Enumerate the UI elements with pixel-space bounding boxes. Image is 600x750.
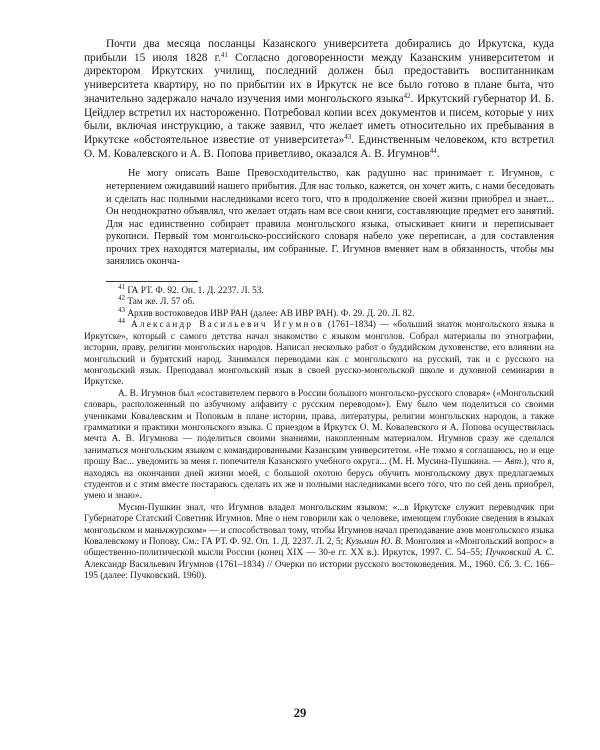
footnote-ref-44: 44 [429, 146, 437, 155]
footnote-41: $^{41}$ ГА РТ. Ф. 92. Оп. 1. Д. 2237. Л. 53. [118, 283, 264, 297]
footnote-42: $^{42}$ Там же. Л. 57 об. [118, 294, 195, 308]
footnote-divider [106, 281, 198, 282]
footnote-ref-42: 42 [403, 91, 411, 100]
footnotes [84, 283, 554, 583]
page-number: 29 [293, 706, 307, 720]
footnote-ref-43: 43 [344, 132, 352, 141]
footnote-44: $^{44}$ Александр Васильевич Игумнов (1761–1834) — «больший знаток монгольского языка в Иркутске», который с самого детства начал знакомство с языком монголов. Собрал материалы по этнографии, истории, праву, религии монгольских народов. Написал несколько работ о буддийском духовенстве, его влиянии на монгольский и бурятский народ. Занимался переводами как с монгольского на русский, так и с русского на монгольский язык. Преподавал монгольский язык в своей русско-монгольской школе и духовной семинарии в Иркутске. [84, 317, 554, 388]
main-paragraph: Почти два месяца посланцы Казанского университета добирались до Иркутска, куда прибыли 15 июля 1828 г.$^{41}$ Согласно договоренности между Казанским университетом и директором Иркутских училищ, последний должен был предоставить воспитанникам университета квартиру, но по прибытии их в Иркутск не все было готово в плане быта, что значительно задержало начало изучения ими монгольского языка$^{42}$. Иркутский губернатор И. Б. Цейдлер встретил их настороженно. Потребовал копии всех документов и писем, которые у них были, включая инструкцию, а также заявил, что желает иметь относительно их пребывания в Иркутске «обстоятельное известие от университета»$^{43}$. Единственным человеком, кто встретил О. М. Ковалевского и А. В. Попова приветливо, оказался А. В. Игумнов$^{44}$. [84, 38, 554, 160]
footnote-44-paragraph-3: Мусин-Пушкин знал, что Игумнов владел монгольским языком: «...в Иркутске служит переводчик при Губернаторе Статский Советник Игумнов. Мне о нем говорили как о человеке, имеющем глубокие сведения в языках монгольском и маньчжурском» — и способствовал тому, чтобы Игумнов начал преподавание азов монгольского языка Ковалевскому и Попову. См.: ГА РТ. Ф. 92. Оп. 1. Д. 2237. Л. 2, 5; Кузьмин Ю. В. Монголия и «Монгольский вопрос» в общественно-политической мысли России (конец XIX — 30-е гг. XX в.). Иркутск, 1997. С. 54–55; Пучковский А. С. Александр Васильевич Игумнов (1761–1834) // Очерки по истории русского востоковедения. М., 1960. Сб. 3. С. 166–195 (далее: Пучковский. 1960). [84, 502, 554, 582]
block-quote: Не могу описать Ваше Превосходительство, как радушно нас принимает г. Игумнов, с нетерпением ожидавший нашего прибытия. Для нас только, кажется, он хочет жить, с нами беседовать и сделать нас полными наследниками всего того, что в продолжение своей жизни приобрел и знает... Он неоднократно объявлял, что желает отдать нам все свои книги, составляющие предмет его занятий. Для нас единственно собирает правила монгольского языка, отыскивает книги и переписывает рукописи. Первый том монгольско-российского словаря набело уже переписан, а для составления прочих трех находятся материалы, им собранные. Г. Игумнов вменяет нам в обязанность, чтобы мы занялись оконча- [106, 168, 554, 268]
footnote-ref-41: 41 [220, 50, 228, 59]
footnote-44-paragraph-2: А. В. Игумнов был «составителем первого в России большого монгольско-русского словаря» («Монгольский словарь, расположенный по азбучному алфавиту с русским переводом»). Ему было чем поделиться со своими учениками Ковалевским и Поповым в плане истории, права, литературы, религии монгольских народов, а также грамматики и практики монгольского языка. С приездом в Иркутск О. М. Ковалевского и А. Попова осуществилась мечта А. В. Игумнова — поделиться своими знаниями, накопленным материалом. Игумнов сразу же сделался заниматься монгольским языком с командированными Казанским университетом. «Не токмо я соглашаюсь, но и еще прошу Вас... уведомить за меня г. попечителя Казанского учебного округа... (М. Н. Мусина-Пушкина. — Авт.), что я, находясь на окончании дней жизни моей, с большой охотою берусь обучить монгольскому двух предлагаемых студентов и с этим вместе постараюсь сделать их же и полными наследниками всего того, что по сей день приобрел, умею и знаю». [84, 388, 554, 502]
footnote-43: $^{43}$ Архив востоковедов ИВР РАН (далее: АВ ИВР РАН). Ф. 29. Д. 20. Л. 82. [118, 305, 415, 319]
